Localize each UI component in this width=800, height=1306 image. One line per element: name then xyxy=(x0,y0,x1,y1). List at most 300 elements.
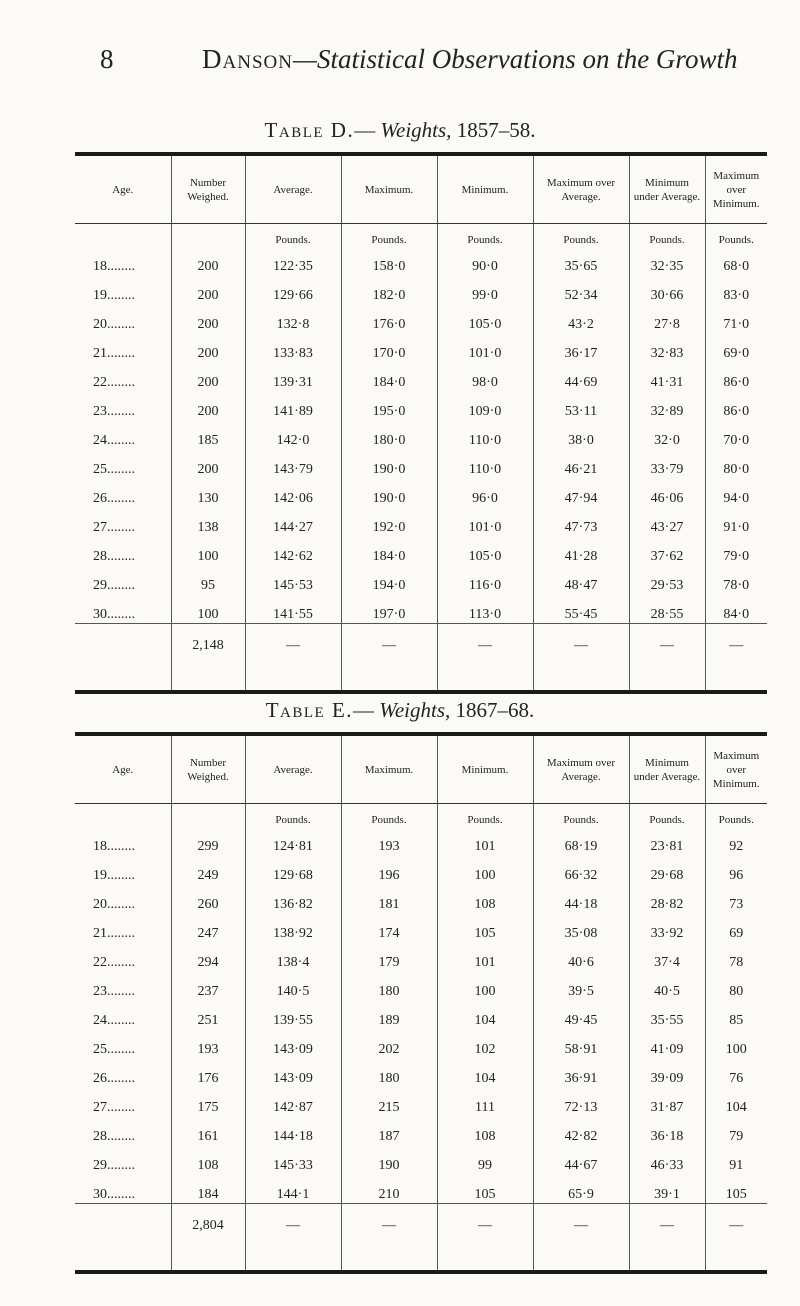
value-cell: 210 xyxy=(341,1174,437,1204)
age-cell: 30........ xyxy=(93,1187,135,1202)
age-cell: 26........ xyxy=(93,491,135,506)
value-cell: 132·8 xyxy=(245,304,341,333)
table-row xyxy=(75,478,767,507)
value-cell: 46·06 xyxy=(629,478,705,507)
value-cell: 73 xyxy=(705,884,767,913)
column-header: Number Weighed. xyxy=(171,734,245,804)
value-cell: 69 xyxy=(705,913,767,942)
value-cell: 185 xyxy=(171,420,245,449)
value-cell: 111 xyxy=(437,1087,533,1116)
value-cell: 33·79 xyxy=(629,449,705,478)
value-cell: 100 xyxy=(171,594,245,624)
value-cell: 84·0 xyxy=(705,594,767,624)
value-cell: 101·0 xyxy=(437,507,533,536)
value-cell: 184·0 xyxy=(341,536,437,565)
value-cell: 79 xyxy=(705,1116,767,1145)
value-cell: 189 xyxy=(341,1000,437,1029)
column-header: Age. xyxy=(75,154,171,224)
age-cell: 26........ xyxy=(93,1071,135,1086)
value-cell: 181 xyxy=(341,884,437,913)
column-header: Maximum over Average. xyxy=(533,734,629,804)
value-cell: 41·28 xyxy=(533,536,629,565)
value-cell: 294 xyxy=(171,942,245,971)
running-head xyxy=(0,44,800,84)
column-header: Maximum over Minimum. xyxy=(705,734,767,804)
value-cell: 30·66 xyxy=(629,275,705,304)
unit-label xyxy=(75,224,171,247)
value-cell: 36·18 xyxy=(629,1116,705,1145)
total-cell: — xyxy=(245,1204,341,1273)
age-cell: 25........ xyxy=(93,462,135,477)
value-cell: 66·32 xyxy=(533,855,629,884)
age-cell: 19........ xyxy=(93,288,135,303)
table-row xyxy=(75,449,767,478)
value-cell: 33·92 xyxy=(629,913,705,942)
value-cell: 110·0 xyxy=(437,420,533,449)
table-row xyxy=(75,884,767,913)
value-cell: 28·55 xyxy=(629,594,705,624)
value-cell: 86·0 xyxy=(705,362,767,391)
unit-label xyxy=(171,804,245,827)
value-cell: 32·35 xyxy=(629,246,705,275)
age-cell: 22........ xyxy=(93,375,135,390)
value-cell: 49·45 xyxy=(533,1000,629,1029)
table-row xyxy=(75,1116,767,1145)
value-cell: 200 xyxy=(171,362,245,391)
value-cell: 143·79 xyxy=(245,449,341,478)
value-cell: 200 xyxy=(171,391,245,420)
value-cell: 116·0 xyxy=(437,565,533,594)
value-cell: 202 xyxy=(341,1029,437,1058)
value-cell: 100 xyxy=(437,971,533,1000)
table-row xyxy=(75,391,767,420)
value-cell: 124·81 xyxy=(245,826,341,855)
total-cell: — xyxy=(705,1204,767,1273)
value-cell: 65·9 xyxy=(533,1174,629,1204)
age-cell: 27........ xyxy=(93,1100,135,1115)
value-cell: 47·73 xyxy=(533,507,629,536)
total-cell: — xyxy=(341,624,437,693)
value-cell: 100 xyxy=(705,1029,767,1058)
value-cell: 46·33 xyxy=(629,1145,705,1174)
column-header: Minimum under Average. xyxy=(629,734,705,804)
value-cell: 113·0 xyxy=(437,594,533,624)
total-cell: — xyxy=(533,1204,629,1273)
column-header: Age. xyxy=(75,734,171,804)
value-cell: 99·0 xyxy=(437,275,533,304)
value-cell: 41·09 xyxy=(629,1029,705,1058)
caption-title: Weights, xyxy=(379,698,451,722)
age-cell: 24........ xyxy=(93,1013,135,1028)
value-cell: 80·0 xyxy=(705,449,767,478)
total-cell: — xyxy=(629,1204,705,1273)
value-cell: 32·83 xyxy=(629,333,705,362)
table-row xyxy=(75,1058,767,1087)
total-cell: — xyxy=(533,624,629,693)
value-cell: 96·0 xyxy=(437,478,533,507)
value-cell: 190·0 xyxy=(341,449,437,478)
table-row xyxy=(75,304,767,333)
value-cell: 200 xyxy=(171,333,245,362)
value-cell: 142·87 xyxy=(245,1087,341,1116)
value-cell: 85 xyxy=(705,1000,767,1029)
column-header: Average. xyxy=(245,154,341,224)
unit-label: Pounds. xyxy=(705,224,767,247)
value-cell: 68·0 xyxy=(705,246,767,275)
table-row xyxy=(75,246,767,275)
value-cell: 44·69 xyxy=(533,362,629,391)
units-row xyxy=(75,224,767,247)
age-cell: 29........ xyxy=(93,578,135,593)
header-title: —Statistical Observations on the Growth xyxy=(292,44,738,74)
age-cell: 25........ xyxy=(93,1042,135,1057)
caption-label: Table D. xyxy=(264,118,355,142)
value-cell: 42·82 xyxy=(533,1116,629,1145)
caption-separator: — xyxy=(353,698,380,722)
value-cell: 69·0 xyxy=(705,333,767,362)
value-cell: 144·18 xyxy=(245,1116,341,1145)
value-cell: 200 xyxy=(171,275,245,304)
value-cell: 46·21 xyxy=(533,449,629,478)
value-cell: 78·0 xyxy=(705,565,767,594)
value-cell: 91·0 xyxy=(705,507,767,536)
total-cell: — xyxy=(437,624,533,693)
column-header: Minimum under Average. xyxy=(629,154,705,224)
unit-label: Pounds. xyxy=(245,804,341,827)
value-cell: 32·0 xyxy=(629,420,705,449)
value-cell: 32·89 xyxy=(629,391,705,420)
value-cell: 76 xyxy=(705,1058,767,1087)
value-cell: 184·0 xyxy=(341,362,437,391)
value-cell: 139·55 xyxy=(245,1000,341,1029)
value-cell: 68·19 xyxy=(533,826,629,855)
units-row xyxy=(75,804,767,827)
value-cell: 145·53 xyxy=(245,565,341,594)
unit-label: Pounds. xyxy=(533,224,629,247)
age-cell: 18........ xyxy=(93,839,135,854)
table-row xyxy=(75,507,767,536)
column-header: Minimum. xyxy=(437,154,533,224)
value-cell: 95 xyxy=(171,565,245,594)
value-cell: 58·91 xyxy=(533,1029,629,1058)
age-cell: 24........ xyxy=(93,433,135,448)
table-row xyxy=(75,565,767,594)
caption-separator: — xyxy=(354,118,381,142)
value-cell: 71·0 xyxy=(705,304,767,333)
value-cell: 143·09 xyxy=(245,1029,341,1058)
age-cell: 28........ xyxy=(93,1129,135,1144)
value-cell: 108 xyxy=(437,1116,533,1145)
total-cell: — xyxy=(437,1204,533,1273)
value-cell: 108 xyxy=(437,884,533,913)
value-cell: 35·08 xyxy=(533,913,629,942)
table-row xyxy=(75,594,767,624)
value-cell: 200 xyxy=(171,304,245,333)
column-header: Maximum. xyxy=(341,154,437,224)
age-cell: 30........ xyxy=(93,607,135,622)
age-cell: 20........ xyxy=(93,897,135,912)
age-cell: 21........ xyxy=(93,346,135,361)
unit-label xyxy=(171,224,245,247)
value-cell: 101 xyxy=(437,826,533,855)
value-cell: 53·11 xyxy=(533,391,629,420)
value-cell: 44·67 xyxy=(533,1145,629,1174)
value-cell: 176·0 xyxy=(341,304,437,333)
value-cell: 31·87 xyxy=(629,1087,705,1116)
total-cell: — xyxy=(245,624,341,693)
value-cell: 28·82 xyxy=(629,884,705,913)
total-cell xyxy=(75,624,171,693)
unit-label: Pounds. xyxy=(341,804,437,827)
value-cell: 83·0 xyxy=(705,275,767,304)
value-cell: 91 xyxy=(705,1145,767,1174)
value-cell: 140·5 xyxy=(245,971,341,1000)
table-row xyxy=(75,362,767,391)
value-cell: 102 xyxy=(437,1029,533,1058)
unit-label xyxy=(75,804,171,827)
value-cell: 174 xyxy=(341,913,437,942)
value-cell: 136·82 xyxy=(245,884,341,913)
unit-label: Pounds. xyxy=(705,804,767,827)
table-row xyxy=(75,1087,767,1116)
table-d-caption xyxy=(0,118,800,143)
value-cell: 92 xyxy=(705,826,767,855)
total-row xyxy=(75,624,767,693)
value-cell: 260 xyxy=(171,884,245,913)
value-cell: 170·0 xyxy=(341,333,437,362)
value-cell: 180·0 xyxy=(341,420,437,449)
header-author: Danson xyxy=(202,44,293,74)
value-cell: 192·0 xyxy=(341,507,437,536)
value-cell: 249 xyxy=(171,855,245,884)
total-count: 2,148 xyxy=(171,624,245,693)
total-cell: — xyxy=(705,624,767,693)
value-cell: 99 xyxy=(437,1145,533,1174)
table-row xyxy=(75,971,767,1000)
value-cell: 110·0 xyxy=(437,449,533,478)
table-e xyxy=(75,732,767,1274)
header-row xyxy=(75,734,767,804)
value-cell: 105 xyxy=(437,1174,533,1204)
unit-label: Pounds. xyxy=(629,804,705,827)
value-cell: 187 xyxy=(341,1116,437,1145)
table-row xyxy=(75,333,767,362)
column-header: Number Weighed. xyxy=(171,154,245,224)
total-cell: — xyxy=(341,1204,437,1273)
value-cell: 39·09 xyxy=(629,1058,705,1087)
value-cell: 138·4 xyxy=(245,942,341,971)
table-row xyxy=(75,1145,767,1174)
value-cell: 122·35 xyxy=(245,246,341,275)
value-cell: 39·5 xyxy=(533,971,629,1000)
table-row xyxy=(75,826,767,855)
table-row xyxy=(75,855,767,884)
value-cell: 251 xyxy=(171,1000,245,1029)
value-cell: 180 xyxy=(341,971,437,1000)
value-cell: 72·13 xyxy=(533,1087,629,1116)
age-cell: 20........ xyxy=(93,317,135,332)
value-cell: 129·66 xyxy=(245,275,341,304)
value-cell: 158·0 xyxy=(341,246,437,275)
value-cell: 142·0 xyxy=(245,420,341,449)
value-cell: 35·65 xyxy=(533,246,629,275)
age-cell: 28........ xyxy=(93,549,135,564)
value-cell: 144·27 xyxy=(245,507,341,536)
value-cell: 55·45 xyxy=(533,594,629,624)
value-cell: 29·53 xyxy=(629,565,705,594)
value-cell: 190 xyxy=(341,1145,437,1174)
value-cell: 200 xyxy=(171,449,245,478)
value-cell: 200 xyxy=(171,246,245,275)
value-cell: 109·0 xyxy=(437,391,533,420)
value-cell: 142·62 xyxy=(245,536,341,565)
caption-label: Table E. xyxy=(265,698,354,722)
value-cell: 101·0 xyxy=(437,333,533,362)
caption-title: Weights, xyxy=(380,118,452,142)
age-cell: 23........ xyxy=(93,984,135,999)
value-cell: 105 xyxy=(705,1174,767,1204)
value-cell: 139·31 xyxy=(245,362,341,391)
column-header: Maximum over Minimum. xyxy=(705,154,767,224)
value-cell: 101 xyxy=(437,942,533,971)
value-cell: 175 xyxy=(171,1087,245,1116)
value-cell: 43·2 xyxy=(533,304,629,333)
caption-years: 1857–58. xyxy=(451,118,536,142)
value-cell: 138·92 xyxy=(245,913,341,942)
table-row xyxy=(75,913,767,942)
unit-label: Pounds. xyxy=(341,224,437,247)
unit-label: Pounds. xyxy=(245,224,341,247)
table-d xyxy=(75,152,767,694)
value-cell: 29·68 xyxy=(629,855,705,884)
unit-label: Pounds. xyxy=(437,224,533,247)
value-cell: 105·0 xyxy=(437,304,533,333)
age-cell: 27........ xyxy=(93,520,135,535)
value-cell: 197·0 xyxy=(341,594,437,624)
value-cell: 36·17 xyxy=(533,333,629,362)
value-cell: 215 xyxy=(341,1087,437,1116)
value-cell: 41·31 xyxy=(629,362,705,391)
value-cell: 100 xyxy=(437,855,533,884)
table-row xyxy=(75,420,767,449)
age-cell: 22........ xyxy=(93,955,135,970)
value-cell: 96 xyxy=(705,855,767,884)
value-cell: 98·0 xyxy=(437,362,533,391)
total-count: 2,804 xyxy=(171,1204,245,1273)
table-row xyxy=(75,1174,767,1204)
value-cell: 184 xyxy=(171,1174,245,1204)
page-number: 8 xyxy=(100,44,114,74)
column-header: Maximum. xyxy=(341,734,437,804)
value-cell: 39·1 xyxy=(629,1174,705,1204)
value-cell: 104 xyxy=(437,1000,533,1029)
value-cell: 100 xyxy=(171,536,245,565)
value-cell: 108 xyxy=(171,1145,245,1174)
value-cell: 182·0 xyxy=(341,275,437,304)
value-cell: 180 xyxy=(341,1058,437,1087)
value-cell: 130 xyxy=(171,478,245,507)
header-row xyxy=(75,154,767,224)
value-cell: 138 xyxy=(171,507,245,536)
table-e-caption xyxy=(0,698,800,723)
value-cell: 196 xyxy=(341,855,437,884)
age-cell: 21........ xyxy=(93,926,135,941)
value-cell: 70·0 xyxy=(705,420,767,449)
value-cell: 247 xyxy=(171,913,245,942)
value-cell: 105 xyxy=(437,913,533,942)
age-cell: 18........ xyxy=(93,259,135,274)
value-cell: 44·18 xyxy=(533,884,629,913)
total-cell xyxy=(75,1204,171,1273)
value-cell: 190·0 xyxy=(341,478,437,507)
value-cell: 299 xyxy=(171,826,245,855)
total-cell: — xyxy=(629,624,705,693)
total-row xyxy=(75,1204,767,1273)
value-cell: 94·0 xyxy=(705,478,767,507)
value-cell: 141·55 xyxy=(245,594,341,624)
page-header xyxy=(202,44,737,75)
table-row xyxy=(75,536,767,565)
age-cell: 23........ xyxy=(93,404,135,419)
value-cell: 237 xyxy=(171,971,245,1000)
value-cell: 105·0 xyxy=(437,536,533,565)
value-cell: 40·5 xyxy=(629,971,705,1000)
age-cell: 19........ xyxy=(93,868,135,883)
value-cell: 145·33 xyxy=(245,1145,341,1174)
caption-years: 1867–68. xyxy=(450,698,535,722)
value-cell: 195·0 xyxy=(341,391,437,420)
column-header: Average. xyxy=(245,734,341,804)
value-cell: 161 xyxy=(171,1116,245,1145)
value-cell: 48·47 xyxy=(533,565,629,594)
value-cell: 143·09 xyxy=(245,1058,341,1087)
value-cell: 43·27 xyxy=(629,507,705,536)
value-cell: 37·62 xyxy=(629,536,705,565)
table-row xyxy=(75,275,767,304)
column-header: Minimum. xyxy=(437,734,533,804)
unit-label: Pounds. xyxy=(629,224,705,247)
value-cell: 27·8 xyxy=(629,304,705,333)
value-cell: 23·81 xyxy=(629,826,705,855)
value-cell: 47·94 xyxy=(533,478,629,507)
value-cell: 104 xyxy=(437,1058,533,1087)
table-row xyxy=(75,1000,767,1029)
value-cell: 129·68 xyxy=(245,855,341,884)
value-cell: 176 xyxy=(171,1058,245,1087)
value-cell: 36·91 xyxy=(533,1058,629,1087)
value-cell: 104 xyxy=(705,1087,767,1116)
value-cell: 194·0 xyxy=(341,565,437,594)
value-cell: 38·0 xyxy=(533,420,629,449)
value-cell: 86·0 xyxy=(705,391,767,420)
value-cell: 90·0 xyxy=(437,246,533,275)
value-cell: 52·34 xyxy=(533,275,629,304)
value-cell: 40·6 xyxy=(533,942,629,971)
value-cell: 141·89 xyxy=(245,391,341,420)
value-cell: 79·0 xyxy=(705,536,767,565)
value-cell: 193 xyxy=(171,1029,245,1058)
unit-label: Pounds. xyxy=(533,804,629,827)
value-cell: 142·06 xyxy=(245,478,341,507)
value-cell: 133·83 xyxy=(245,333,341,362)
table-row xyxy=(75,942,767,971)
value-cell: 179 xyxy=(341,942,437,971)
age-cell: 29........ xyxy=(93,1158,135,1173)
value-cell: 144·1 xyxy=(245,1174,341,1204)
value-cell: 193 xyxy=(341,826,437,855)
column-header: Maximum over Average. xyxy=(533,154,629,224)
value-cell: 35·55 xyxy=(629,1000,705,1029)
